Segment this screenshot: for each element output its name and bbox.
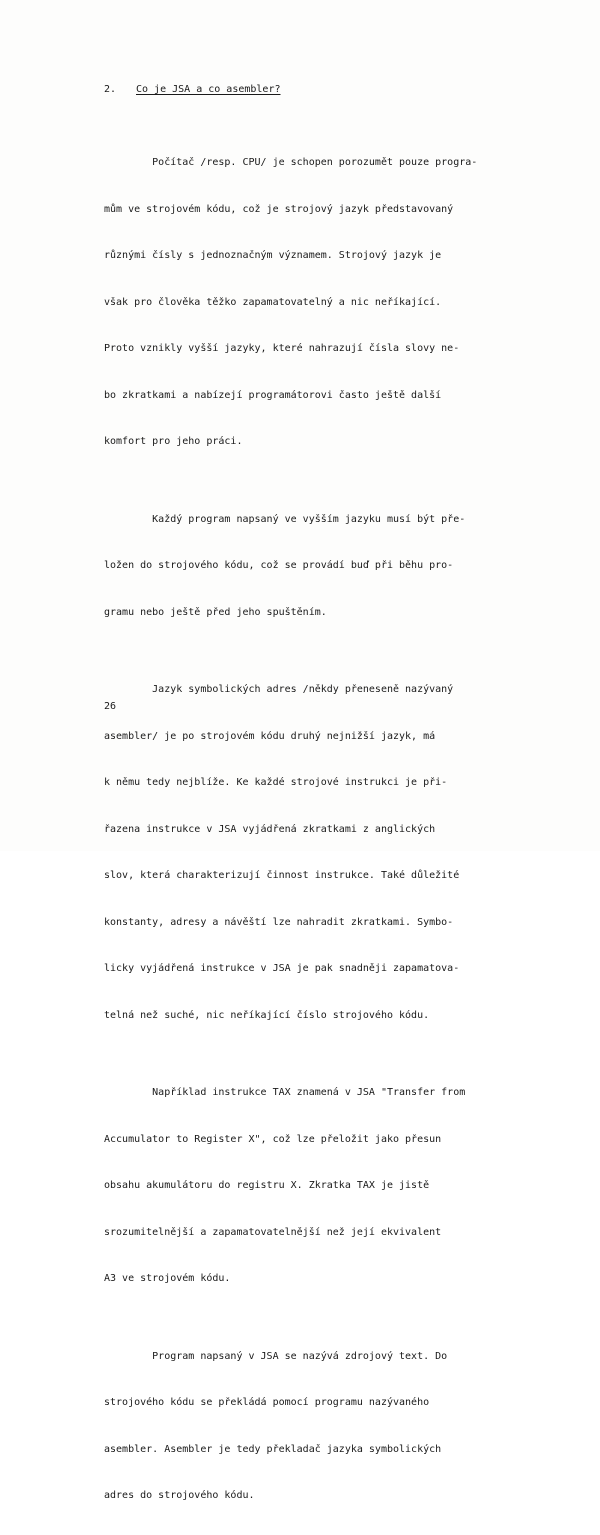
- text-line: slov, která charakterizují činnost instrukce. Také důležité: [104, 870, 460, 881]
- text-line: strojového kódu se překládá pomocí programu nazývaného: [104, 1397, 430, 1408]
- text-line: komfort pro jeho práci.: [104, 436, 243, 447]
- text-line: však pro člověka těžko zapamatovatelný a nic neříkající.: [104, 296, 442, 308]
- text-line: Proto vznikly vyšší jazyky, které nahrazují čísla slovy ne-: [104, 343, 460, 354]
- text-line: asembler/ je po strojovém kódu druhý nejnižší jazyk, má: [104, 730, 436, 742]
- text-line: bo zkratkami a nabízejí programátorovi často ještě další: [104, 389, 442, 401]
- text-line: Jazyk symbolických adres /někdy přeneseně nazývaný: [104, 684, 454, 695]
- text-line: Accumulator to Register X", což lze přeložit jako přesun: [104, 1133, 442, 1145]
- text-line: řazena instrukce v JSA vyjádřená zkratkami z anglických: [104, 823, 436, 835]
- text-line: adres do strojového kódu.: [104, 1490, 255, 1501]
- paragraph: [104, 1054, 524, 1318]
- text-line: k němu tedy nejblíže. Ke každé strojové instrukci je při-: [104, 777, 448, 788]
- section-title: Co je JSA a co asembler?: [136, 84, 281, 95]
- page-number: 26: [104, 701, 117, 712]
- text-line: srozumitelnější a zapamatovatelnější než její ekvivalent: [104, 1226, 442, 1238]
- text-line: mům ve strojovém kódu, což je strojový jazyk představovaný: [104, 203, 454, 215]
- body-text: [104, 124, 524, 1535]
- text-line: Počítač /resp. CPU/ je schopen porozumět pouze progra-: [104, 157, 478, 168]
- paragraph: [104, 124, 524, 481]
- text-line: konstanty, adresy a návěští lze nahradit zkratkami. Symbo-: [104, 916, 454, 928]
- text-line: gramu nebo ještě před jeho spuštěním.: [104, 606, 327, 618]
- paragraph: [104, 481, 524, 652]
- text-line: A3 ve strojovém kódu.: [104, 1273, 231, 1284]
- text-line: telná než suché, nic neříkající číslo strojového kódu.: [104, 1009, 430, 1021]
- text-line: Například instrukce TAX znamená v JSA "Transfer from: [104, 1087, 466, 1098]
- paragraph: [104, 651, 524, 1054]
- text-line: ložen do strojového kódu, což se provádí buď při běhu pro-: [104, 560, 454, 571]
- section-heading: [104, 83, 281, 97]
- text-line: různými čísly s jednoznačným významem. Strojový jazyk je: [104, 250, 442, 261]
- text-line: Každý program napsaný ve vyšším jazyku musí být pře-: [104, 513, 466, 525]
- section-number: 2.: [104, 84, 117, 95]
- text-line: obsahu akumulátoru do registru X. Zkratka TAX je jistě: [104, 1180, 430, 1191]
- text-line: licky vyjádřená instrukce v JSA je pak snadněji zapamatova-: [104, 963, 460, 974]
- paragraph: [104, 1318, 524, 1535]
- text-line: Program napsaný v JSA se nazývá zdrojový text. Do: [104, 1350, 448, 1362]
- text-line: asembler. Asembler je tedy překladač jazyka symbolických: [104, 1443, 442, 1455]
